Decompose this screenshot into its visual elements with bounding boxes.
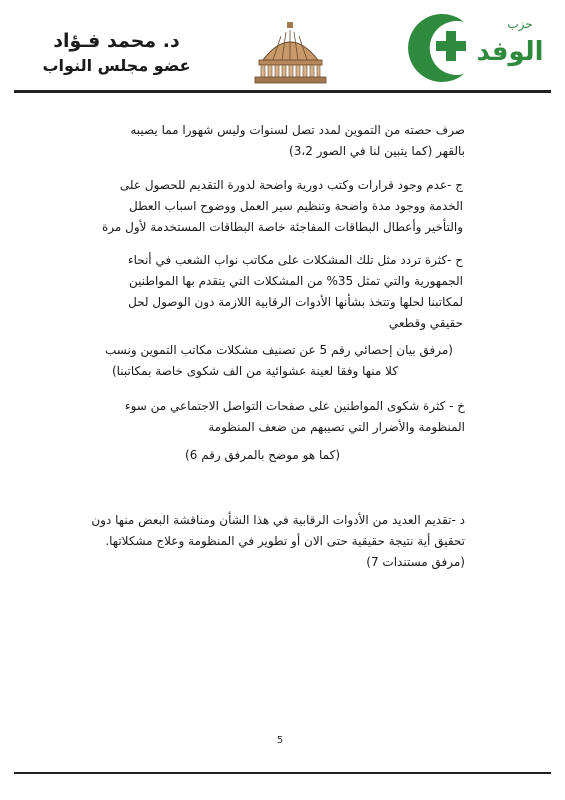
paragraph-5: [125, 396, 465, 438]
mp-title: عضو مجلس النواب: [42, 56, 191, 75]
paragraph-7: [91, 510, 465, 573]
party-name-label: الوفد: [476, 37, 544, 67]
text-line: بالقهر (كما يتبين لنا في الصور 3،2): [289, 144, 465, 158]
party-small-label: حزب: [507, 17, 533, 31]
paragraph-3: [128, 250, 463, 334]
paragraph-2: [102, 175, 463, 238]
letterhead: [0, 0, 565, 92]
text-line: (مرفق مستندات 7): [366, 555, 465, 569]
paragraph-6: [185, 445, 340, 466]
footer-rule: [14, 772, 551, 774]
text-line: (كما هو موضح بالمرفق رقم 6): [185, 448, 340, 462]
text-line: والتأخير وأعطال البطاقات المفاجئة خاصة البطاقات المستخدمة لأول مرة: [101, 220, 463, 234]
parliament-dome-icon: [243, 22, 338, 84]
text-line: د -تقديم العديد من الأدوات الرقابية في هذا الشأن ومناقشة البعض منها دون: [91, 513, 465, 527]
page-number: 5: [276, 735, 284, 746]
crescent-cross-icon: [400, 8, 550, 86]
text-line: تحقيق أية نتيجة حقيقية حتى الان أو تطوير في المنظومة وعلاج مشكلاتها.: [105, 534, 465, 548]
paragraph-4: [105, 340, 453, 382]
text-line: الخدمة ووجود مدة واضحة وتنظيم سير العمل ووضوح اسباب العطل: [129, 199, 463, 213]
text-line: حقيقي وقطعي: [388, 316, 463, 330]
paragraph-1: [130, 120, 465, 162]
text-line: ح -كثرة تردد مثل تلك المشكلات على مكاتب نواب الشعب في أنحاء: [127, 253, 463, 267]
text-line: (مرفق بيان إحصائي رقم 5 عن تصنيف مشكلات مكاتب التموين ونسب: [105, 343, 453, 357]
mp-name: د. محمد فـؤاد: [53, 30, 180, 52]
text-line: المنظومة والأضرار التي تصيبهم من ضعف المنظومة: [208, 420, 465, 434]
text-line: صرف حصته من التموين لمدد تصل لسنوات وليس شهورا مما يصيبه: [130, 123, 465, 137]
text-line: خ - كثرة شكوى المواطنين على صفحات التواصل الاجتماعي من سوء: [124, 399, 465, 413]
header-rule: [14, 90, 551, 93]
text-line: كلا منها وفقا لعينة عشوائية من الف شكوى خاصة بمكاتبنا): [111, 364, 398, 378]
text-line: الجمهورية والتي تمثل 35% من المشكلات التي يتقدم بها المواطنين: [129, 274, 463, 288]
text-line: لمكاتبنا لحلها وتتخذ بشأنها الأدوات الرقابية اللازمة دون الوصول لحل: [128, 295, 463, 309]
text-line: ج -عدم وجود قرارات وكتب دورية واضحة لدورة التقديم للحصول على: [119, 178, 463, 192]
